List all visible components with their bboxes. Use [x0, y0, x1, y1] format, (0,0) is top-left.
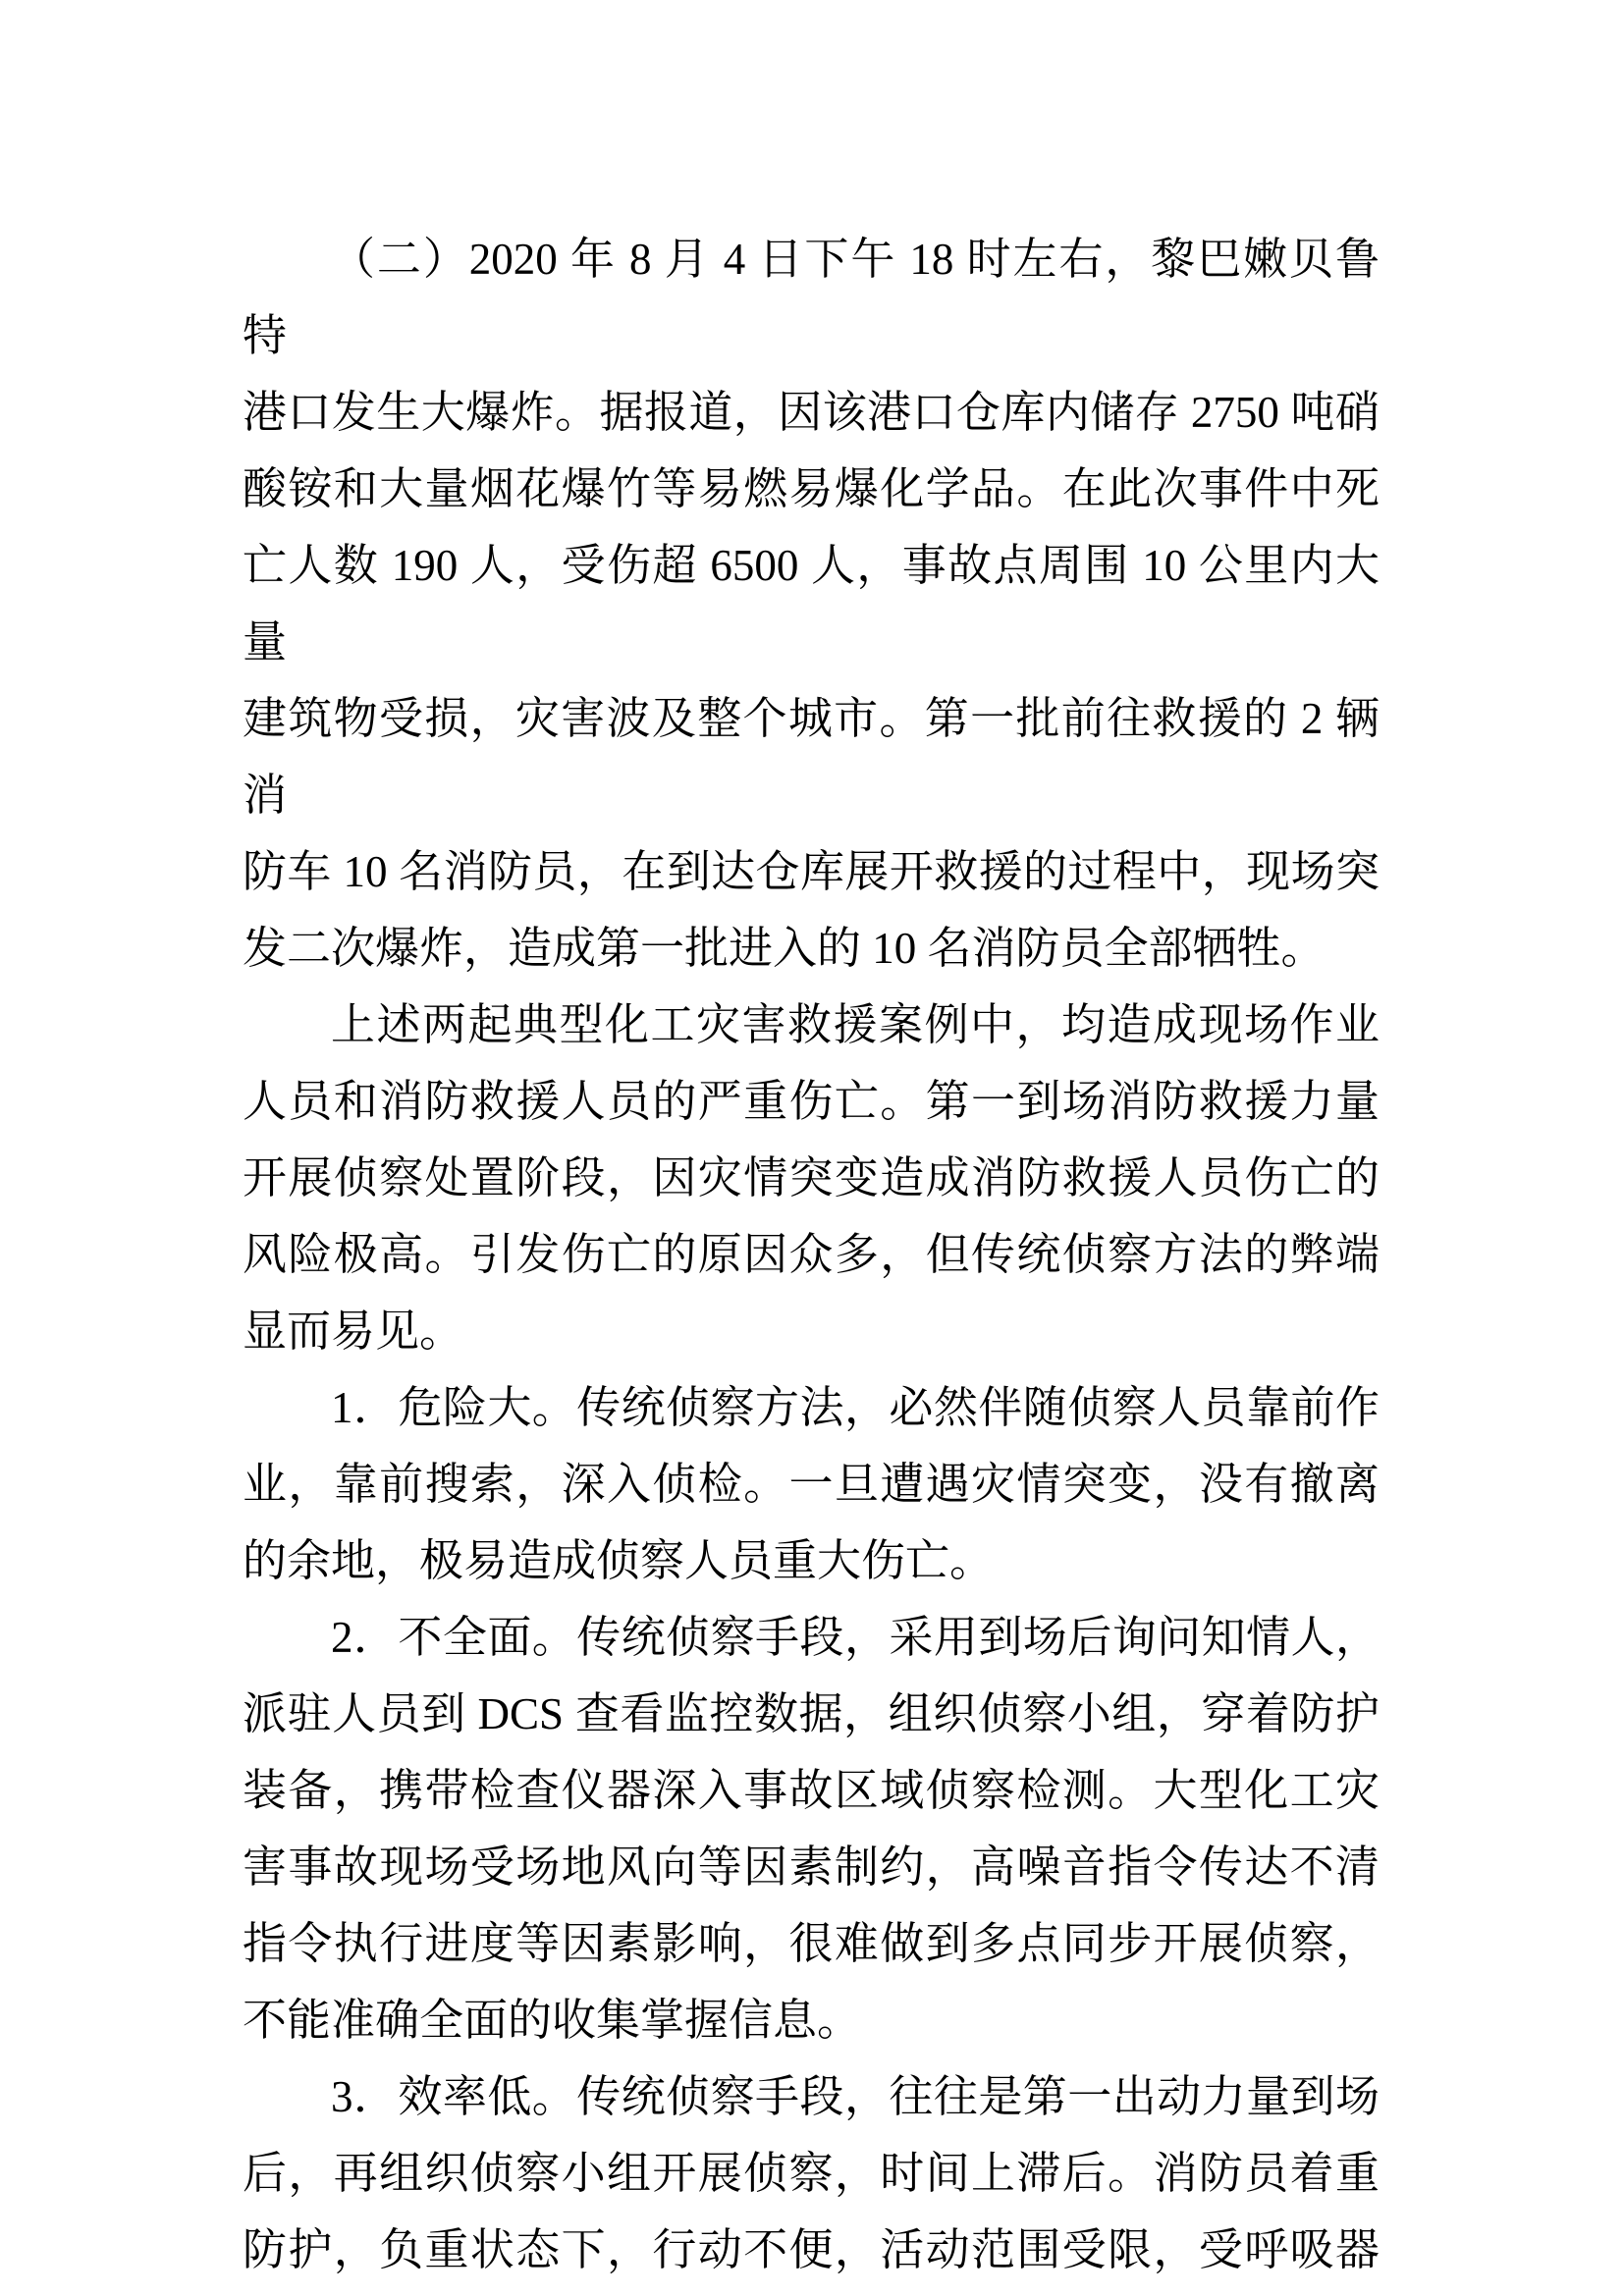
text-line: 3．效率低。传统侦察手段，往往是第一出动力量到场 — [331, 2072, 1380, 2121]
document-body — [243, 221, 1380, 2288]
text-line: 害事故现场受场地风向等因素制约，高噪音指令传达不清 — [243, 1842, 1380, 1892]
text-line: 派驻人员到 DCS 查看监控数据，组织侦察小组，穿着防护 — [243, 1689, 1380, 1738]
text-line: 开展侦察处置阶段，因灾情突变造成消防救援人员伤亡的 — [243, 1153, 1380, 1202]
text-line: 显而易见。 — [243, 1307, 464, 1356]
text-line: 后，再组织侦察小组开展侦察，时间上滞后。消防员着重 — [243, 2149, 1380, 2198]
paragraph — [243, 221, 1380, 987]
text-line: 防车 10 名消防员，在到达仓库展开救援的过程中，现场突 — [243, 847, 1380, 896]
text-line: 业，靠前搜索，深入侦检。一旦遭遇灾情突变，没有撤离 — [243, 1460, 1380, 1509]
text-line: 发二次爆炸，造成第一批进入的 10 名消防员全部牺牲。 — [243, 924, 1325, 973]
text-line: 不能准确全面的收集掌握信息。 — [243, 1996, 862, 2045]
text-line: 1．危险大。传统侦察方法，必然伴随侦察人员靠前作 — [331, 1383, 1380, 1432]
text-line: 指令执行进度等因素影响，很难做到多点同步开展侦察， — [243, 1919, 1380, 1968]
text-line: 的余地，极易造成侦察人员重大伤亡。 — [243, 1536, 995, 1585]
paragraph — [243, 1369, 1380, 1599]
text-line: 装备，携带检查仪器深入事故区域侦察检测。大型化工灾 — [243, 1766, 1380, 1815]
text-line: 2．不全面。传统侦察手段，采用到场后询问知情人， — [331, 1613, 1380, 1662]
text-line: 防护，负重状态下，行动不便，活动范围受限，受呼吸器 — [243, 2225, 1380, 2274]
text-line: 亡人数 190 人，受伤超 6500 人，事故点周围 10 公里内大量 — [243, 541, 1380, 667]
text-line: 人员和消防救援人员的严重伤亡。第一到场消防救援力量 — [243, 1077, 1380, 1126]
text-line: 建筑物受损，灾害波及整个城市。第一批前往救援的 2 辆消 — [243, 694, 1380, 820]
text-line: 酸铵和大量烟花爆竹等易燃易爆化学品。在此次事件中死 — [243, 464, 1380, 513]
text-line: 港口发生大爆炸。据报道，因该港口仓库内储存 2750 吨硝 — [243, 388, 1380, 437]
text-line: 风险极高。引发伤亡的原因众多，但传统侦察方法的弊端 — [243, 1230, 1380, 1279]
paragraph — [243, 1599, 1380, 2058]
text-line: （二）2020 年 8 月 4 日下午 18 时左右，黎巴嫩贝鲁特 — [243, 235, 1380, 360]
paragraph — [243, 2058, 1380, 2288]
text-line: 上述两起典型化工灾害救援案例中，均造成现场作业 — [331, 1000, 1380, 1049]
paragraph — [243, 987, 1380, 1369]
